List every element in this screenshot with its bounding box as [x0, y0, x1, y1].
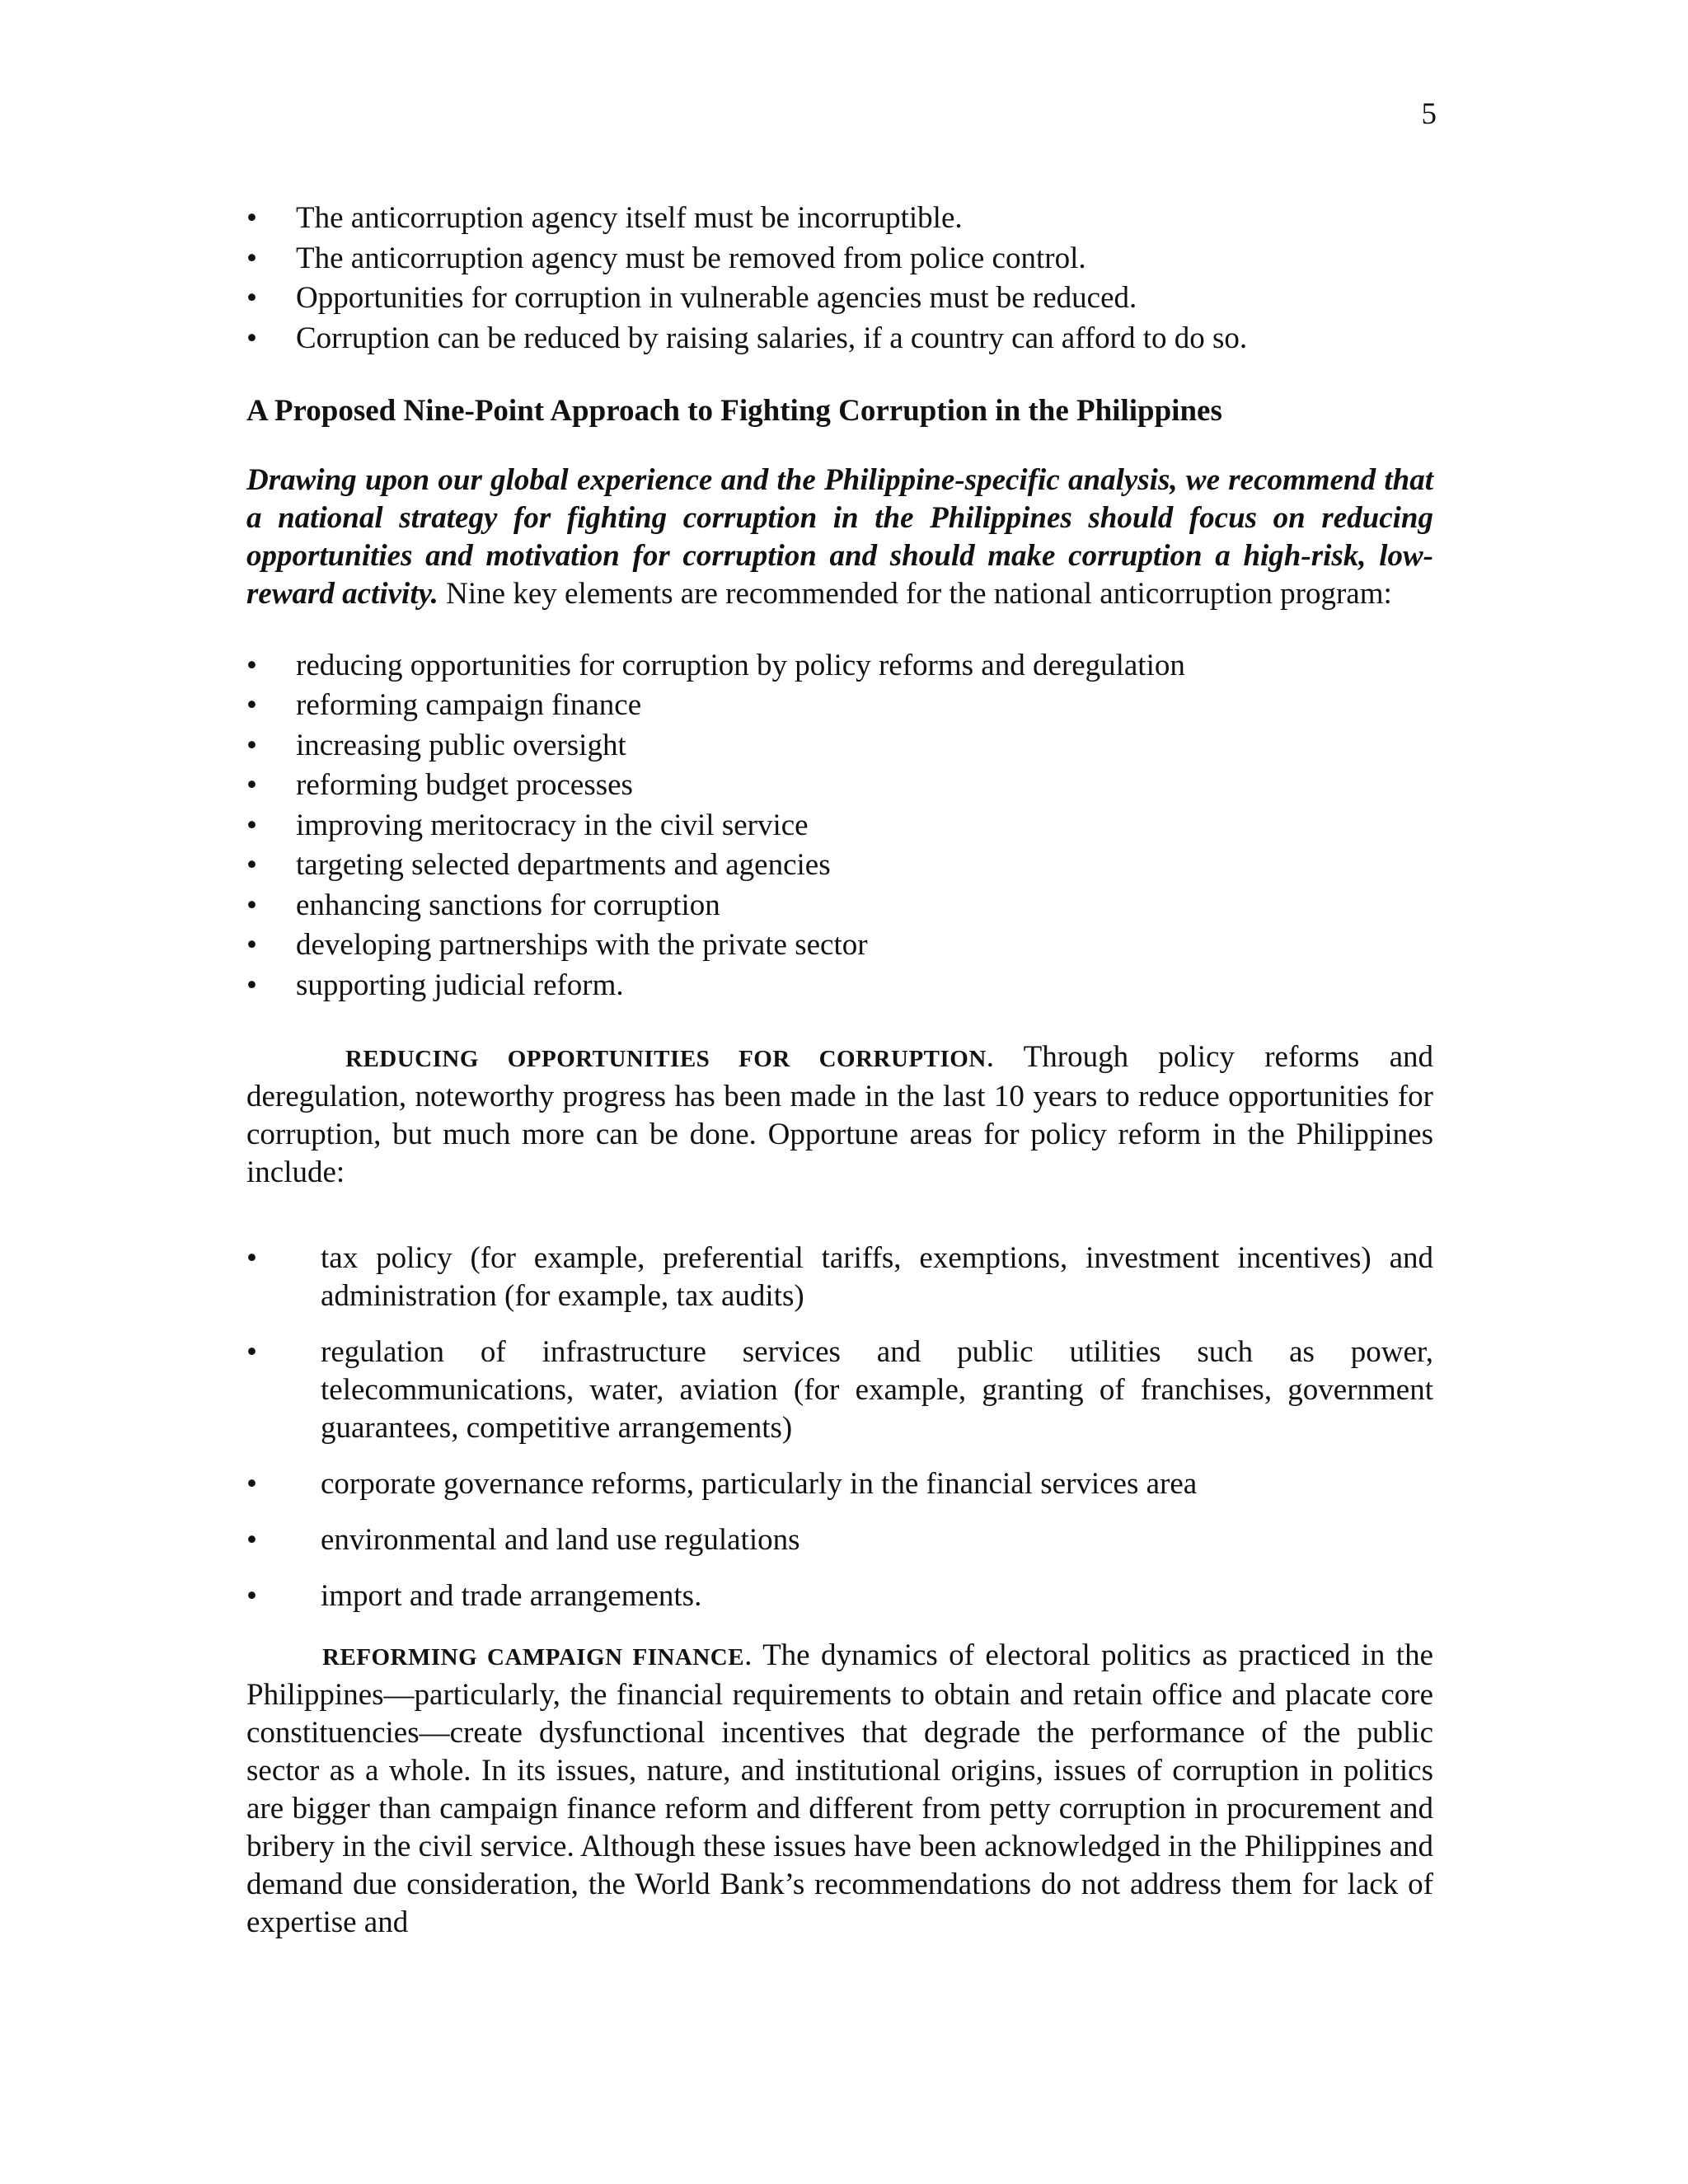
- agency-principles-list: [246, 199, 1433, 359]
- bullet-icon: •: [246, 1579, 257, 1613]
- bullet-icon: •: [246, 888, 257, 922]
- list-item: • improving meritocracy in the civil service: [246, 806, 1433, 846]
- list-item: • developing partnerships with the private sector: [246, 926, 1433, 966]
- bullet-icon: •: [246, 1241, 257, 1275]
- list-item: • supporting judicial reform.: [246, 966, 1433, 1006]
- campaign-finance-text: . The dynamics of electoral politics as practiced in the Philippines—particularly, the financial requirements to obtain and retain office and placate core constituencies—create dysfunctional incentives that degrade the performance of the public sector as a whole. In its issues, nature, and institutional origins, issues of corruption in politics are bigger than campaign finance reform and different from petty corruption in procurement and bribery in the civil service. Although these issues have been acknowledged in the Philippines and demand due consideration, the World Bank’s recommendations do not address them for lack of expertise and: [246, 1638, 1433, 1939]
- bullet-icon: •: [246, 1467, 257, 1501]
- list-item: • enhancing sanctions for corruption: [246, 886, 1433, 926]
- list-item: • import and trade arrangements.: [246, 1577, 1433, 1615]
- bullet-icon: •: [246, 808, 257, 842]
- bullet-icon: •: [246, 848, 257, 882]
- bullet-icon: •: [246, 1335, 257, 1369]
- page-number: 5: [1421, 97, 1437, 131]
- bullet-icon: •: [246, 968, 257, 1002]
- list-item: • The anticorruption agency must be removed from police control.: [246, 239, 1433, 279]
- bullet-icon: •: [246, 1523, 257, 1557]
- reducing-opportunities-label: REDUCING OPPORTUNITIES FOR CORRUPTION: [345, 1046, 987, 1072]
- bullet-icon: •: [246, 688, 257, 722]
- list-item: • The anticorruption agency itself must be incorruptible.: [246, 199, 1433, 239]
- bullet-icon: •: [246, 928, 257, 962]
- bullet-icon: •: [246, 241, 257, 275]
- bullet-icon: •: [246, 281, 257, 315]
- bullet-icon: •: [246, 728, 257, 762]
- campaign-finance-label: REFORMING CAMPAIGN FINANCE: [322, 1644, 745, 1671]
- reducing-opportunities-paragraph: [246, 1038, 1433, 1192]
- bullet-icon: •: [246, 648, 257, 682]
- list-item: • reforming budget processes: [246, 766, 1433, 806]
- list-item: • reforming campaign finance: [246, 686, 1433, 726]
- list-item: • targeting selected departments and agencies: [246, 846, 1433, 886]
- intro-text: Nine key elements are recommended for the national anticorruption program:: [438, 576, 1392, 611]
- list-item: • Corruption can be reduced by raising salaries, if a country can afford to do so.: [246, 319, 1433, 359]
- nine-point-list: [246, 646, 1433, 1006]
- list-item: • regulation of infrastructure services and public utilities such as power, telecommunications, water, aviation (for example, granting of franchises, government guarantees, competitive arrangements): [246, 1335, 1433, 1445]
- policy-areas-list: [246, 1240, 1433, 1615]
- bullet-icon: •: [246, 768, 257, 802]
- bullet-icon: •: [246, 321, 257, 355]
- list-item: • Opportunities for corruption in vulnerable agencies must be reduced.: [246, 279, 1433, 319]
- reducing-opportunities-text: . Through policy reforms and deregulation, noteworthy progress has been made in the last 10 years to reduce opportunities for corruption, but much more can be done. Opportune areas for policy reform in the Philippines include:: [246, 1040, 1433, 1189]
- list-item: • reducing opportunities for corruption by policy reforms and deregulation: [246, 646, 1433, 687]
- list-item: • corporate governance reforms, particularly in the financial services area: [246, 1465, 1433, 1503]
- section-heading: A Proposed Nine-Point Approach to Fighting Corruption in the Philippines: [246, 394, 1222, 428]
- intro-emphasis: Drawing upon our global experience and the Philippine-specific analysis, we recommend that a national strategy for fighting corruption in the Philippines should focus on reducing opportunities and motivation for corruption and should make corruption a high-risk, low-reward activity.: [246, 462, 1433, 611]
- campaign-finance-paragraph: [246, 1637, 1433, 1942]
- list-item: • environmental and land use regulations: [246, 1521, 1433, 1559]
- list-item: • tax policy (for example, preferential tariffs, exemptions, investment incentives) and administration (for example, tax audits): [246, 1241, 1433, 1313]
- intro-paragraph: [246, 462, 1433, 613]
- bullet-icon: •: [246, 201, 257, 235]
- list-item: • increasing public oversight: [246, 726, 1433, 766]
- document-body: [246, 199, 1433, 1942]
